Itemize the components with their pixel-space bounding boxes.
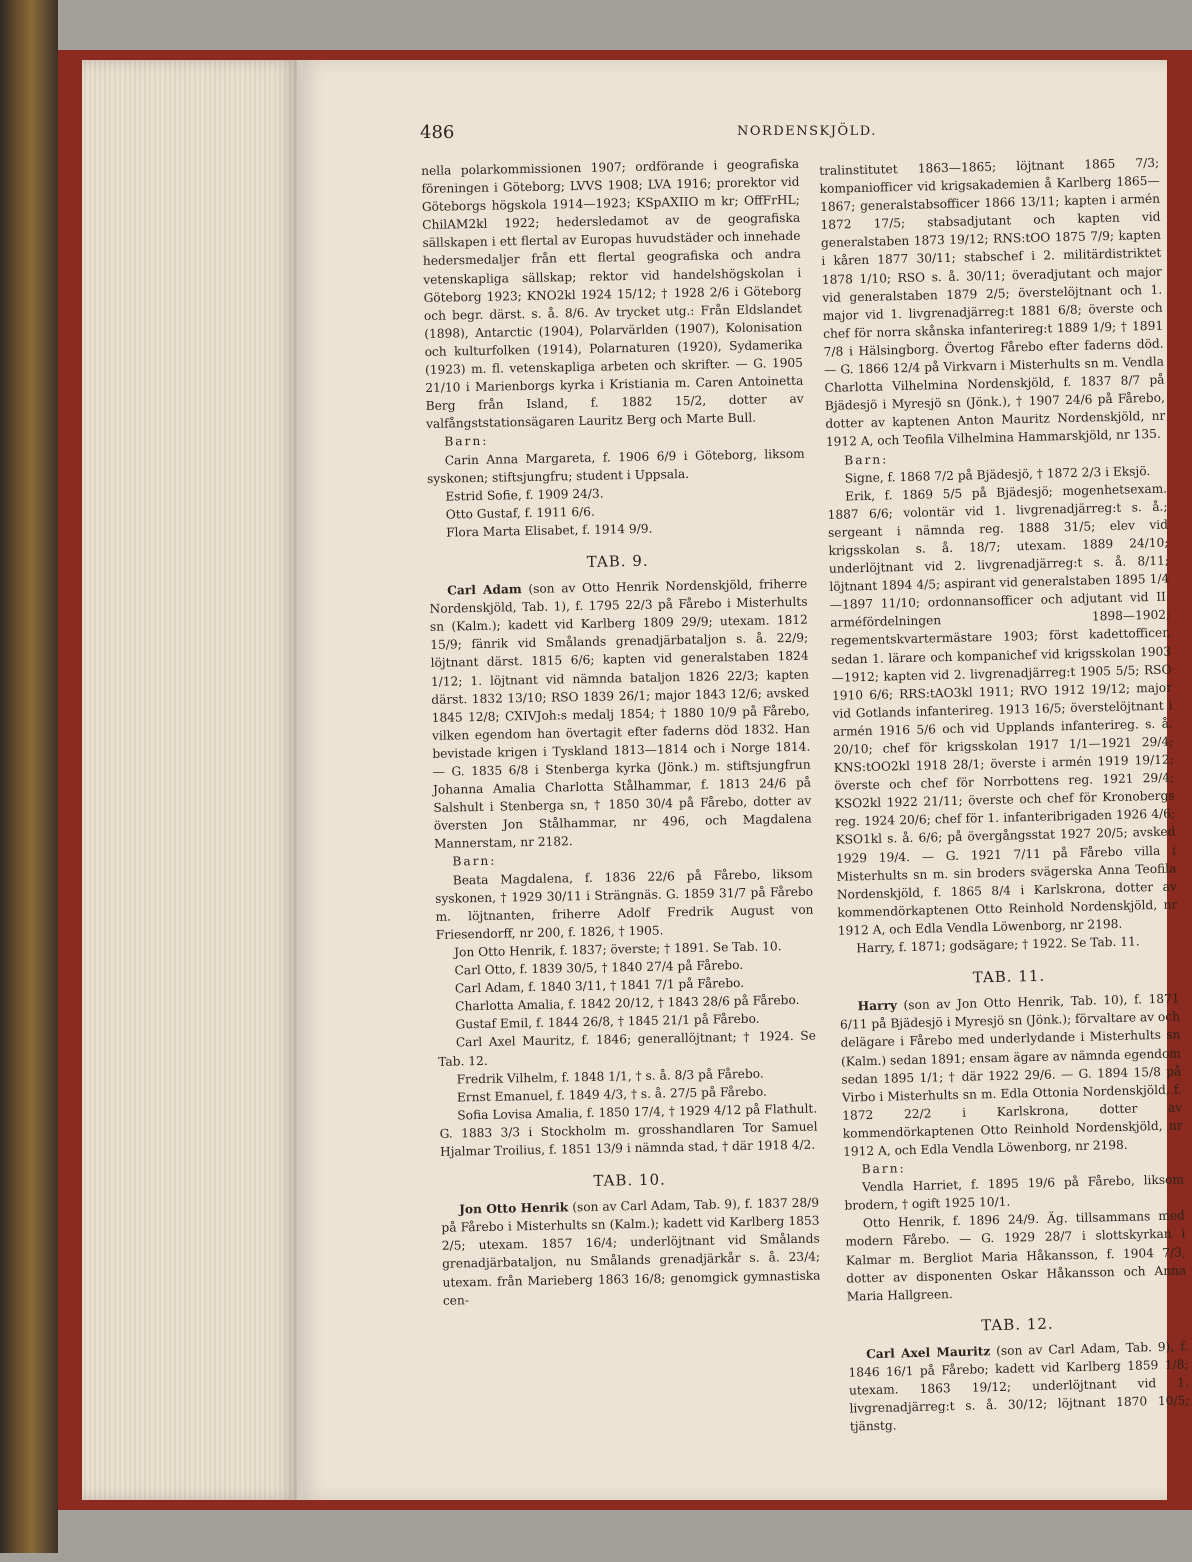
child-entry: Harry, f. 1871; godsägare; † 1922. Se Tab. 11.: [856, 934, 1140, 956]
child-entry: Fredrik Vilhelm, f. 1848 1/1, † s. å. 8/3 på Fårebo.: [456, 1066, 764, 1087]
entry-text: (son av Carl Adam, Tab. 9), f. 1837 28/9 på Fårebo i Misterhults sn (Kalm.); kadett vid Karlberg 1853 2/5; utexam. 1857 16/4; underlöjtnant vid Smålands grenadjärbataljon, nu Smålands grenadjärkår s. å. 23/4; utexam. från Marieberg 1863 16/8; genomgick gymnastiska cen-: [441, 1195, 821, 1308]
tab-10-continuation: tralinstitutet 1863—1865; löjtnant 1865 7/3; kompaniofficer vid krigsakademien å Karlberg 1865—1867; generalstabsofficer 1866 13/11; kapten i armén 1872 17/5; stabsadjutant och kapten vid generalstaben 1873 19/12; RNS:tOO 1875 7/9; kapten i kåren 1877 30/11; stabschef i 2. militärdistriktet 1878 1/10; RSO s. å. 30/11; överadjutant och major vid generalstaben 1879 2/5; överstelöjtnant och 1. major vid 1. livgrenadjärreg:t 1881 6/8; överste och chef för norra skånska infanterireg:t 1889 1/9; † 1891 7/8 i Hälsingborg. Övertog Fårebo efter faderns död. — G. 1866 12/4 på Virkvarn i Misterhults sn m. Vendla Charlotta Vilhelmina Nordenskjöld, f. 1837 8/7 på Bjädesjö i Myresjö sn (Jönk.), † 1907 24/6 på Fårebo, dotter av kaptenen Anton Mauritz Nordenskjöld, nr 1912 A, och Teofila Vilhelmina Hammarskjöld, nr 135.: [819, 155, 1166, 450]
child-entry: Signe, f. 1868 7/2 på Bjädesjö, † 1872 2/3 i Eksjö.: [844, 463, 1151, 486]
child-entry: Otto Henrik, f. 1896 24/9. Äg. tillsammans med modern Fårebo. — G. 1929 28/7 i slottskyrkan i Kalmar m. Bergliot Maria Håkansson, f. 1904 7/3, dotter av disponenten Oskar Håkansson och Anna Maria Hallgreen.: [845, 1208, 1187, 1304]
tab-9-entry: [429, 575, 812, 854]
child-entry: Ernst Emanuel, f. 1849 4/3, † s. å. 27/5 på Fårebo.: [456, 1084, 767, 1105]
tab-10-entry: [441, 1194, 821, 1310]
tab-12-heading: TAB. 12.: [981, 1314, 1054, 1335]
person-name: Harry: [857, 998, 898, 1014]
book-page: [297, 60, 1190, 1500]
intro-paragraph: nella polarkommissionen 1907; ordförande i geografiska föreningen i Göteborg; LVVS 1908; LVA 1916; prorektor vid Göteborgs högskola 1914—1923; KSpAXIIO m kr; OffFrHL; ChilAM2kl 1922; hedersledamot av de geografiska sällskapen i ett flertal av Europas huvudstäder och innehade hedersmedaljer från ett flertal geografiska och andra vetenskapliga sällskap; rektor vid handelshögskolan i Göteborg 1923; KNO2kl 1924 15/12; † 1928 2/6 i Göteborg och begr. därst. s. å. 8/6. Av trycket utg.: Från Eldslandet (1898), Antarctic (1904), Polarvärlden (1907), Kolonisation och kulturfolken (1914), Polarnaturen (1920), Sydamerika (1923) m. fl. vetenskapliga arbeten och skrifter. — G. 1905 21/10 i Marienborgs kyrka i Kristiania m. Caren Antoinetta Berg från Island, f. 1882 15/2, dotter av valfångststationsägaren Lauritz Berg och Marte Bull.: [421, 156, 804, 432]
barn-label: Barn:: [452, 854, 497, 869]
child-entry: Otto Gustaf, f. 1911 6/6.: [445, 504, 595, 522]
child-entry: Charlotta Amalia, f. 1842 20/12, † 1843 28/6 på Fårebo.: [455, 993, 800, 1014]
child-entry: Carl Otto, f. 1839 30/5, † 1840 27/4 på Fårebo.: [454, 957, 744, 978]
tab-12-entry: [848, 1337, 1190, 1436]
running-head: NORDENSKJÖLD.: [737, 124, 877, 139]
child-entry: Gustaf Emil, f. 1844 26/8, † 1845 21/1 på Fårebo.: [455, 1011, 760, 1032]
right-column: [819, 154, 1192, 1562]
child-entry: Flora Marta Elisabet, f. 1914 9/9.: [445, 521, 653, 540]
page-stack: [82, 60, 297, 1500]
child-entry: Sofia Lovisa Amalia, f. 1850 17/4, † 1929 4/12 på Flathult. G. 1883 3/3 i Stockholm m. grosshandlaren Tor Samuel Hjalmar Troilius, f. 1851 13/9 i nämnda stad, † där 1918 4/2.: [439, 1101, 818, 1159]
left-column: [421, 155, 821, 1310]
person-name: Carl Adam: [447, 582, 522, 598]
child-entry: Jon Otto Henrik, f. 1837; överste; † 1891. Se Tab. 10.: [454, 939, 782, 960]
barn-label: Barn:: [844, 451, 889, 467]
tab-9-heading: TAB. 9.: [586, 551, 649, 571]
entry-text: (son av Jon Otto Henrik, Tab. 10), f. 1871 6/11 på Bjädesjö i Myresjö sn (Jönk.); förvaltare av och delägare i Fårebo med underlydande i Misterhults sn (Kalm.) sedan 1891; ensam ägare av nämnda egendom sedan 1895 1/1; † där 1922 29/6. — G. 1894 15/8 på Virbo i Misterhults sn m. Edla Ottonia Nordenskjöld, f. 1872 22/2 i Karlskrona, dotter av kommendörkaptenen Otto Reinhold Nordenskjöld, nr 1912 A, och Edla Vendla Löwenborg, nr 2198.: [839, 991, 1183, 1159]
entry-text: (son av Otto Henrik Nordenskjöld, friherre Nordenskjöld, Tab. 1), f. 1795 22/3 på Fårebo i Misterhults sn (Kalm.); kadett vid Karlberg 1809 29/9; utexam. 1812 15/9; fänrik vid Smålands grenadjärbataljon s. å. 22/9; löjtnant därst. 1815 6/6; kapten vid generalstaben 1824 1/12; 1. löjtnant vid nämnda bataljon 1826 22/3; kapten därst. 1832 13/10; RSO 1839 26/1; major 1843 12/6; avsked 1845 12/8; CXIVJoh:s medalj 1854; † 1880 10/9 på Fårebo, vilken egendom han övertagit efter faderns död 1832. Han bevistade krigen i Tyskland 1813—1814 och i Norge 1814. — G. 1835 6/8 i Stenberga kyrka (Jönk.) m. stiftsjungfrun Johanna Amalia Charlotta Stålhammar, f. 1813 24/6 på Salshult i Stenberga sn, † 1850 30/4 på Fårebo, dotter av översten Jon Stålhammar, nr 496, och Magdalena Mannerstam, nr 2182.: [429, 576, 812, 852]
tab-11-entry: [839, 990, 1183, 1161]
page-number: 486: [420, 122, 455, 143]
child-entry: Carl Adam, f. 1840 3/11, † 1841 7/1 på Fårebo.: [454, 976, 745, 996]
entry-text: (son av Carl Adam, Tab. 9), f. 1846 16/1 på Fårebo; kadett vid Karlberg 1859 1/8; utexam. 1863 19/12; underlöjtnant vid 1. livgrenadjärreg:t s. å. 30/12; löjtnant 1870 10/5; tjänstg.: [848, 1339, 1190, 1434]
child-entry: Beata Magdalena, f. 1836 22/6 på Fårebo, liksom syskonen, † 1929 30/11 i Strängnäs. G. 1859 31/7 på Fårebo m. löjtnanten, friherre Adolf Fredrik August von Friesendorff, nr 200, f. 1826, † 1905.: [435, 866, 814, 942]
child-entry: Carl Axel Mauritz, f. 1846; generallöjtnant; † 1924. Se Tab. 12.: [438, 1028, 816, 1069]
child-entry: Estrid Sofie, f. 1909 24/3.: [445, 486, 604, 504]
person-name: Jon Otto Henrik: [458, 1200, 569, 1217]
page-header: [297, 122, 1167, 152]
child-entry: Vendla Harriet, f. 1895 19/6 på Fårebo, liksom brodern, † ogift 1925 10/1.: [844, 1172, 1185, 1213]
tab-10-heading: TAB. 10.: [593, 1170, 666, 1190]
child-entry: Erik, f. 1869 5/5 på Bjädesjö; mogenhetsexam. 1887 6/6; volontär vid 1. livgrenadjärreg:t s. å.; sergeant i nämnda reg. 1888 31/5; elev vid krigsskolan s. å. 18/7; utexam. 1889 24/10; underlöjtnant vid 2. livgrenadjärreg:t s. å. 8/11; löjtnant 1894 4/5; aspirant vid generalstaben 1895 1/4—1897 11/10; ordonnansofficer och adjutant vid II. arméfördelningen 1898—1902; regementskvartermästare 1903; först kadettofficer, sedan 1. lärare och kompanichef vid krigsskolan 1903—1912; kapten vid 2. livgrenadjärreg:t 1905 5/5; RSO 1910 6/6; RRS:tAO3kl 1911; RVO 1912 19/12; major vid Gotlands infanterireg. 1913 16/5; överstelöjtnant i armén 1916 5/6 och vid Upplands infanterireg. s. å. 20/10; chef för krigsskolan 1917 1/1—1921 29/4; KNS:tOO2kl 1918 28/1; överste i armén 1919 19/12; överste och chef för Norrbottens reg. 1921 29/4; KSO2kl 1922 21/11; överste och chef för Kronobergs reg. 1924 20/6; chef för 1. infanteribrigaden 1926 4/6; KSO1kl s. å. 6/6; på övergångsstat 1927 20/5; avsked 1929 19/4. — G. 1921 7/11 på Fårebo villa i Misterhults sn m. sin broders svägerska Anna Teofila Nordenskjöld, f. 1865 8/4 i Karlskrona, dotter av kommendörkaptenen Otto Reinhold Nordenskjöld, nr 1912 A, och Edla Vendla Löwenborg, nr 2198.: [827, 481, 1178, 938]
book-spine: [0, 0, 58, 1553]
tab-11-heading: TAB. 11.: [972, 966, 1046, 987]
barn-label: Barn:: [861, 1161, 906, 1177]
child-entry: Carin Anna Margareta, f. 1906 6/9 i Göteborg, liksom syskonen; stiftsjungfru; student i Uppsala.: [426, 446, 805, 486]
barn-label: Barn:: [444, 434, 489, 450]
person-name: Carl Axel Mauritz: [865, 1344, 991, 1362]
